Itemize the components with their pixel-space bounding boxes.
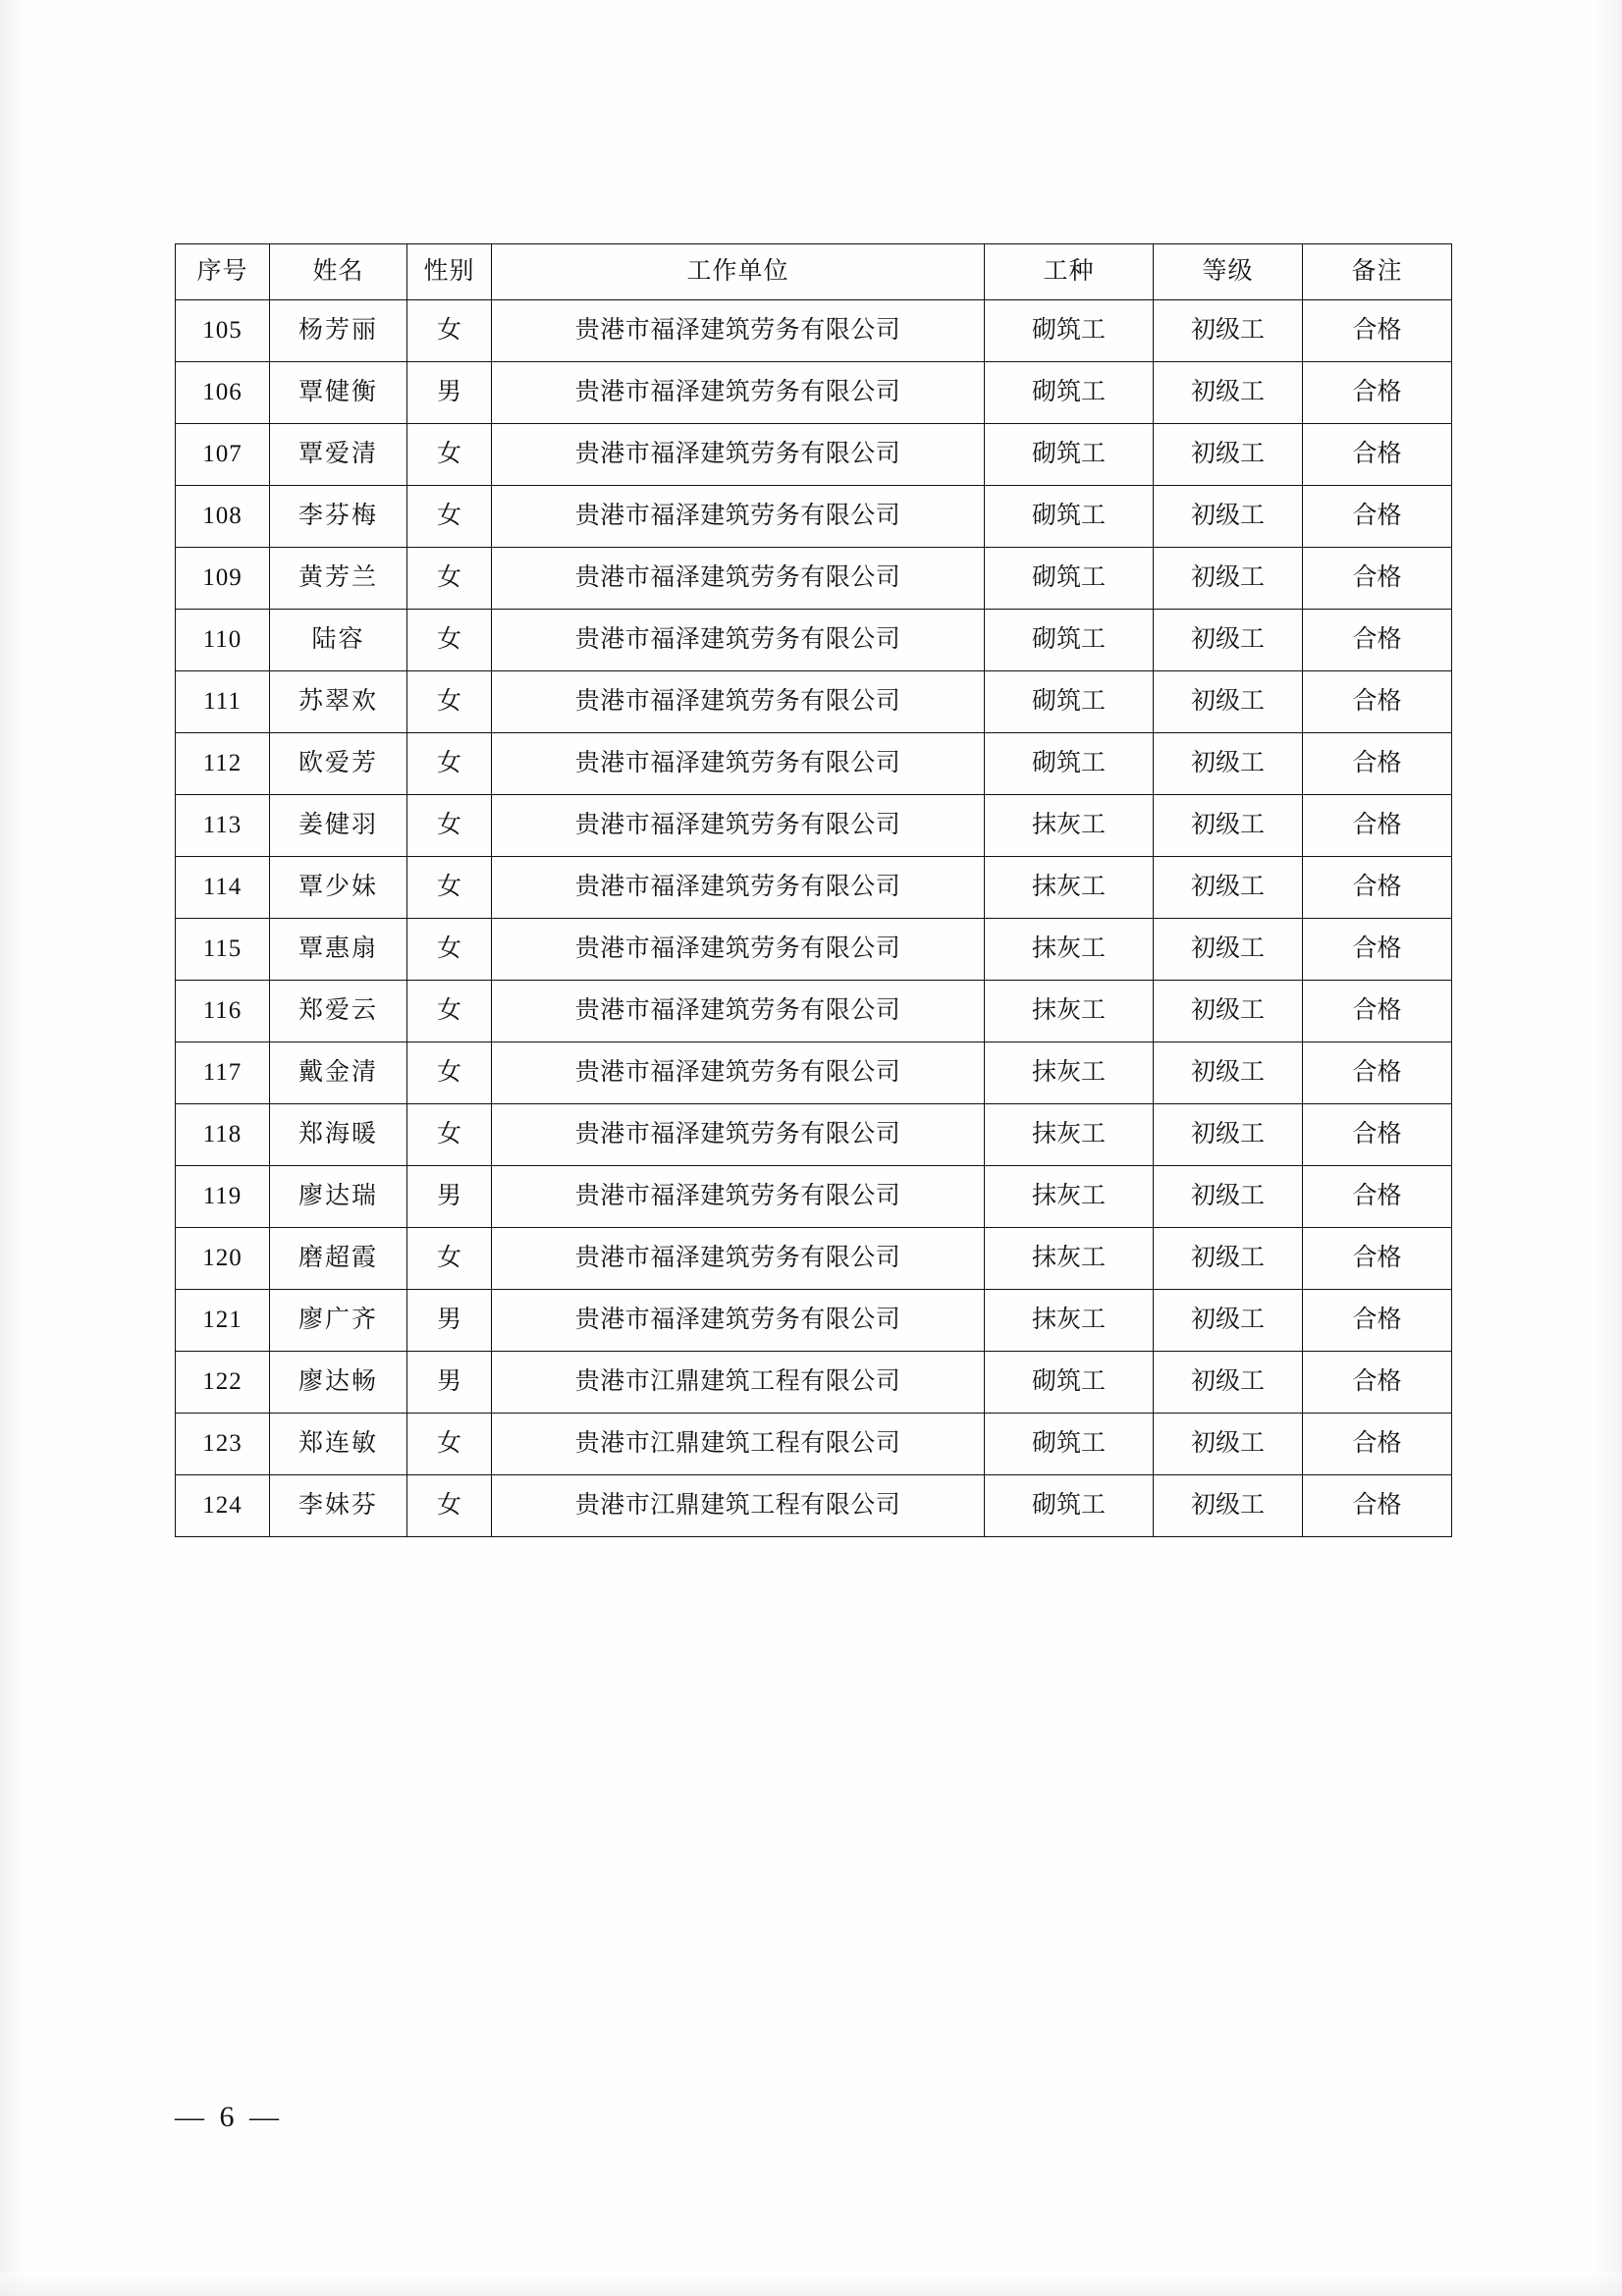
cell-sex: 女 bbox=[407, 1228, 492, 1290]
cell-sex: 女 bbox=[407, 857, 492, 919]
cell-name: 覃少妹 bbox=[270, 857, 407, 919]
cell-job: 抹灰工 bbox=[985, 795, 1154, 857]
table-row bbox=[176, 857, 1452, 919]
cell-job: 砌筑工 bbox=[985, 486, 1154, 548]
cell-level: 初级工 bbox=[1154, 919, 1303, 981]
cell-unit: 贵港市福泽建筑劳务有限公司 bbox=[492, 857, 985, 919]
table-row bbox=[176, 795, 1452, 857]
cell-level: 初级工 bbox=[1154, 795, 1303, 857]
cell-name: 苏翠欢 bbox=[270, 671, 407, 733]
column-header-remark: 备注 bbox=[1303, 244, 1452, 300]
scan-edge-left bbox=[0, 0, 26, 2296]
cell-sex: 女 bbox=[407, 300, 492, 362]
cell-unit: 贵港市福泽建筑劳务有限公司 bbox=[492, 486, 985, 548]
cell-seq: 116 bbox=[176, 981, 270, 1042]
cell-remark: 合格 bbox=[1303, 1352, 1452, 1414]
table-row bbox=[176, 610, 1452, 671]
cell-sex: 女 bbox=[407, 610, 492, 671]
cell-remark: 合格 bbox=[1303, 486, 1452, 548]
table-row bbox=[176, 1228, 1452, 1290]
table-row bbox=[176, 1104, 1452, 1166]
table-row bbox=[176, 671, 1452, 733]
cell-remark: 合格 bbox=[1303, 1475, 1452, 1537]
cell-seq: 108 bbox=[176, 486, 270, 548]
cell-unit: 贵港市福泽建筑劳务有限公司 bbox=[492, 362, 985, 424]
cell-sex: 女 bbox=[407, 733, 492, 795]
cell-job: 抹灰工 bbox=[985, 1104, 1154, 1166]
cell-unit: 贵港市江鼎建筑工程有限公司 bbox=[492, 1414, 985, 1475]
cell-remark: 合格 bbox=[1303, 300, 1452, 362]
cell-seq: 121 bbox=[176, 1290, 270, 1352]
cell-level: 初级工 bbox=[1154, 1104, 1303, 1166]
cell-seq: 110 bbox=[176, 610, 270, 671]
cell-level: 初级工 bbox=[1154, 1042, 1303, 1104]
cell-name: 黄芳兰 bbox=[270, 548, 407, 610]
cell-unit: 贵港市福泽建筑劳务有限公司 bbox=[492, 671, 985, 733]
cell-job: 砌筑工 bbox=[985, 1414, 1154, 1475]
table-row bbox=[176, 424, 1452, 486]
cell-seq: 122 bbox=[176, 1352, 270, 1414]
cell-remark: 合格 bbox=[1303, 1414, 1452, 1475]
table-header bbox=[176, 244, 1452, 300]
cell-job: 砌筑工 bbox=[985, 733, 1154, 795]
cell-job: 抹灰工 bbox=[985, 1290, 1154, 1352]
cell-level: 初级工 bbox=[1154, 857, 1303, 919]
scan-edge-right bbox=[1593, 0, 1622, 2296]
cell-seq: 113 bbox=[176, 795, 270, 857]
table-body bbox=[176, 300, 1452, 1537]
column-header-sex: 性别 bbox=[407, 244, 492, 300]
cell-remark: 合格 bbox=[1303, 610, 1452, 671]
cell-name: 郑爱云 bbox=[270, 981, 407, 1042]
cell-sex: 女 bbox=[407, 548, 492, 610]
cell-sex: 女 bbox=[407, 1475, 492, 1537]
cell-sex: 女 bbox=[407, 919, 492, 981]
cell-seq: 124 bbox=[176, 1475, 270, 1537]
cell-unit: 贵港市福泽建筑劳务有限公司 bbox=[492, 1104, 985, 1166]
scan-edge-bottom bbox=[0, 2272, 1622, 2296]
cell-sex: 男 bbox=[407, 1166, 492, 1228]
table-row bbox=[176, 548, 1452, 610]
cell-level: 初级工 bbox=[1154, 300, 1303, 362]
cell-job: 抹灰工 bbox=[985, 1166, 1154, 1228]
cell-job: 砌筑工 bbox=[985, 610, 1154, 671]
cell-unit: 贵港市福泽建筑劳务有限公司 bbox=[492, 548, 985, 610]
cell-sex: 女 bbox=[407, 424, 492, 486]
cell-seq: 123 bbox=[176, 1414, 270, 1475]
cell-job: 砌筑工 bbox=[985, 1352, 1154, 1414]
cell-level: 初级工 bbox=[1154, 1166, 1303, 1228]
cell-level: 初级工 bbox=[1154, 486, 1303, 548]
cell-seq: 105 bbox=[176, 300, 270, 362]
table-row bbox=[176, 300, 1452, 362]
cell-sex: 男 bbox=[407, 362, 492, 424]
roster-table bbox=[175, 243, 1452, 1537]
table-row bbox=[176, 919, 1452, 981]
cell-unit: 贵港市江鼎建筑工程有限公司 bbox=[492, 1475, 985, 1537]
cell-seq: 118 bbox=[176, 1104, 270, 1166]
cell-seq: 120 bbox=[176, 1228, 270, 1290]
cell-sex: 男 bbox=[407, 1352, 492, 1414]
roster-table-container bbox=[175, 243, 1451, 1537]
table-row bbox=[176, 1475, 1452, 1537]
cell-job: 砌筑工 bbox=[985, 362, 1154, 424]
table-row bbox=[176, 1352, 1452, 1414]
table-row bbox=[176, 486, 1452, 548]
cell-remark: 合格 bbox=[1303, 981, 1452, 1042]
cell-level: 初级工 bbox=[1154, 548, 1303, 610]
cell-name: 欧爱芳 bbox=[270, 733, 407, 795]
cell-remark: 合格 bbox=[1303, 424, 1452, 486]
cell-name: 郑连敏 bbox=[270, 1414, 407, 1475]
cell-job: 抹灰工 bbox=[985, 857, 1154, 919]
cell-sex: 男 bbox=[407, 1290, 492, 1352]
cell-remark: 合格 bbox=[1303, 1228, 1452, 1290]
cell-job: 砌筑工 bbox=[985, 548, 1154, 610]
cell-name: 廖广齐 bbox=[270, 1290, 407, 1352]
cell-job: 砌筑工 bbox=[985, 1475, 1154, 1537]
cell-name: 戴金清 bbox=[270, 1042, 407, 1104]
cell-name: 李妹芬 bbox=[270, 1475, 407, 1537]
cell-name: 覃惠扇 bbox=[270, 919, 407, 981]
cell-name: 姜健羽 bbox=[270, 795, 407, 857]
column-header-name: 姓名 bbox=[270, 244, 407, 300]
cell-unit: 贵港市福泽建筑劳务有限公司 bbox=[492, 1042, 985, 1104]
cell-job: 砌筑工 bbox=[985, 424, 1154, 486]
table-row bbox=[176, 1166, 1452, 1228]
cell-unit: 贵港市福泽建筑劳务有限公司 bbox=[492, 733, 985, 795]
cell-seq: 114 bbox=[176, 857, 270, 919]
cell-level: 初级工 bbox=[1154, 1290, 1303, 1352]
cell-name: 廖达瑞 bbox=[270, 1166, 407, 1228]
cell-level: 初级工 bbox=[1154, 1475, 1303, 1537]
cell-remark: 合格 bbox=[1303, 795, 1452, 857]
cell-name: 杨芳丽 bbox=[270, 300, 407, 362]
cell-level: 初级工 bbox=[1154, 362, 1303, 424]
column-header-unit: 工作单位 bbox=[492, 244, 985, 300]
cell-remark: 合格 bbox=[1303, 919, 1452, 981]
cell-unit: 贵港市江鼎建筑工程有限公司 bbox=[492, 1352, 985, 1414]
cell-level: 初级工 bbox=[1154, 610, 1303, 671]
cell-seq: 119 bbox=[176, 1166, 270, 1228]
cell-seq: 112 bbox=[176, 733, 270, 795]
cell-seq: 111 bbox=[176, 671, 270, 733]
cell-sex: 女 bbox=[407, 671, 492, 733]
cell-name: 郑海暖 bbox=[270, 1104, 407, 1166]
cell-job: 砌筑工 bbox=[985, 300, 1154, 362]
cell-remark: 合格 bbox=[1303, 548, 1452, 610]
cell-unit: 贵港市福泽建筑劳务有限公司 bbox=[492, 1228, 985, 1290]
cell-unit: 贵港市福泽建筑劳务有限公司 bbox=[492, 795, 985, 857]
cell-job: 抹灰工 bbox=[985, 981, 1154, 1042]
cell-seq: 117 bbox=[176, 1042, 270, 1104]
cell-remark: 合格 bbox=[1303, 362, 1452, 424]
cell-level: 初级工 bbox=[1154, 1352, 1303, 1414]
table-row bbox=[176, 981, 1452, 1042]
cell-unit: 贵港市福泽建筑劳务有限公司 bbox=[492, 610, 985, 671]
cell-level: 初级工 bbox=[1154, 671, 1303, 733]
cell-sex: 女 bbox=[407, 1414, 492, 1475]
cell-unit: 贵港市福泽建筑劳务有限公司 bbox=[492, 981, 985, 1042]
cell-remark: 合格 bbox=[1303, 1042, 1452, 1104]
table-row bbox=[176, 1290, 1452, 1352]
cell-name: 覃健衡 bbox=[270, 362, 407, 424]
cell-remark: 合格 bbox=[1303, 1104, 1452, 1166]
cell-sex: 女 bbox=[407, 486, 492, 548]
cell-level: 初级工 bbox=[1154, 1228, 1303, 1290]
cell-name: 覃爱清 bbox=[270, 424, 407, 486]
cell-job: 抹灰工 bbox=[985, 919, 1154, 981]
table-row bbox=[176, 733, 1452, 795]
cell-unit: 贵港市福泽建筑劳务有限公司 bbox=[492, 424, 985, 486]
cell-remark: 合格 bbox=[1303, 1290, 1452, 1352]
table-row bbox=[176, 1414, 1452, 1475]
cell-sex: 女 bbox=[407, 1042, 492, 1104]
cell-seq: 107 bbox=[176, 424, 270, 486]
cell-job: 抹灰工 bbox=[985, 1228, 1154, 1290]
cell-job: 砌筑工 bbox=[985, 671, 1154, 733]
cell-unit: 贵港市福泽建筑劳务有限公司 bbox=[492, 300, 985, 362]
cell-remark: 合格 bbox=[1303, 1166, 1452, 1228]
page-number: — 6 — bbox=[175, 2101, 283, 2133]
cell-name: 李芬梅 bbox=[270, 486, 407, 548]
table-row bbox=[176, 1042, 1452, 1104]
cell-unit: 贵港市福泽建筑劳务有限公司 bbox=[492, 1290, 985, 1352]
column-header-level: 等级 bbox=[1154, 244, 1303, 300]
cell-name: 廖达畅 bbox=[270, 1352, 407, 1414]
cell-name: 磨超霞 bbox=[270, 1228, 407, 1290]
cell-level: 初级工 bbox=[1154, 981, 1303, 1042]
cell-level: 初级工 bbox=[1154, 1414, 1303, 1475]
table-header-row bbox=[176, 244, 1452, 300]
table-row bbox=[176, 362, 1452, 424]
cell-seq: 109 bbox=[176, 548, 270, 610]
cell-sex: 女 bbox=[407, 981, 492, 1042]
cell-level: 初级工 bbox=[1154, 424, 1303, 486]
cell-job: 抹灰工 bbox=[985, 1042, 1154, 1104]
cell-unit: 贵港市福泽建筑劳务有限公司 bbox=[492, 1166, 985, 1228]
cell-seq: 106 bbox=[176, 362, 270, 424]
cell-remark: 合格 bbox=[1303, 857, 1452, 919]
cell-sex: 女 bbox=[407, 1104, 492, 1166]
cell-remark: 合格 bbox=[1303, 733, 1452, 795]
cell-remark: 合格 bbox=[1303, 671, 1452, 733]
cell-seq: 115 bbox=[176, 919, 270, 981]
cell-sex: 女 bbox=[407, 795, 492, 857]
cell-level: 初级工 bbox=[1154, 733, 1303, 795]
column-header-job: 工种 bbox=[985, 244, 1154, 300]
cell-unit: 贵港市福泽建筑劳务有限公司 bbox=[492, 919, 985, 981]
column-header-seq: 序号 bbox=[176, 244, 270, 300]
cell-name: 陆容 bbox=[270, 610, 407, 671]
